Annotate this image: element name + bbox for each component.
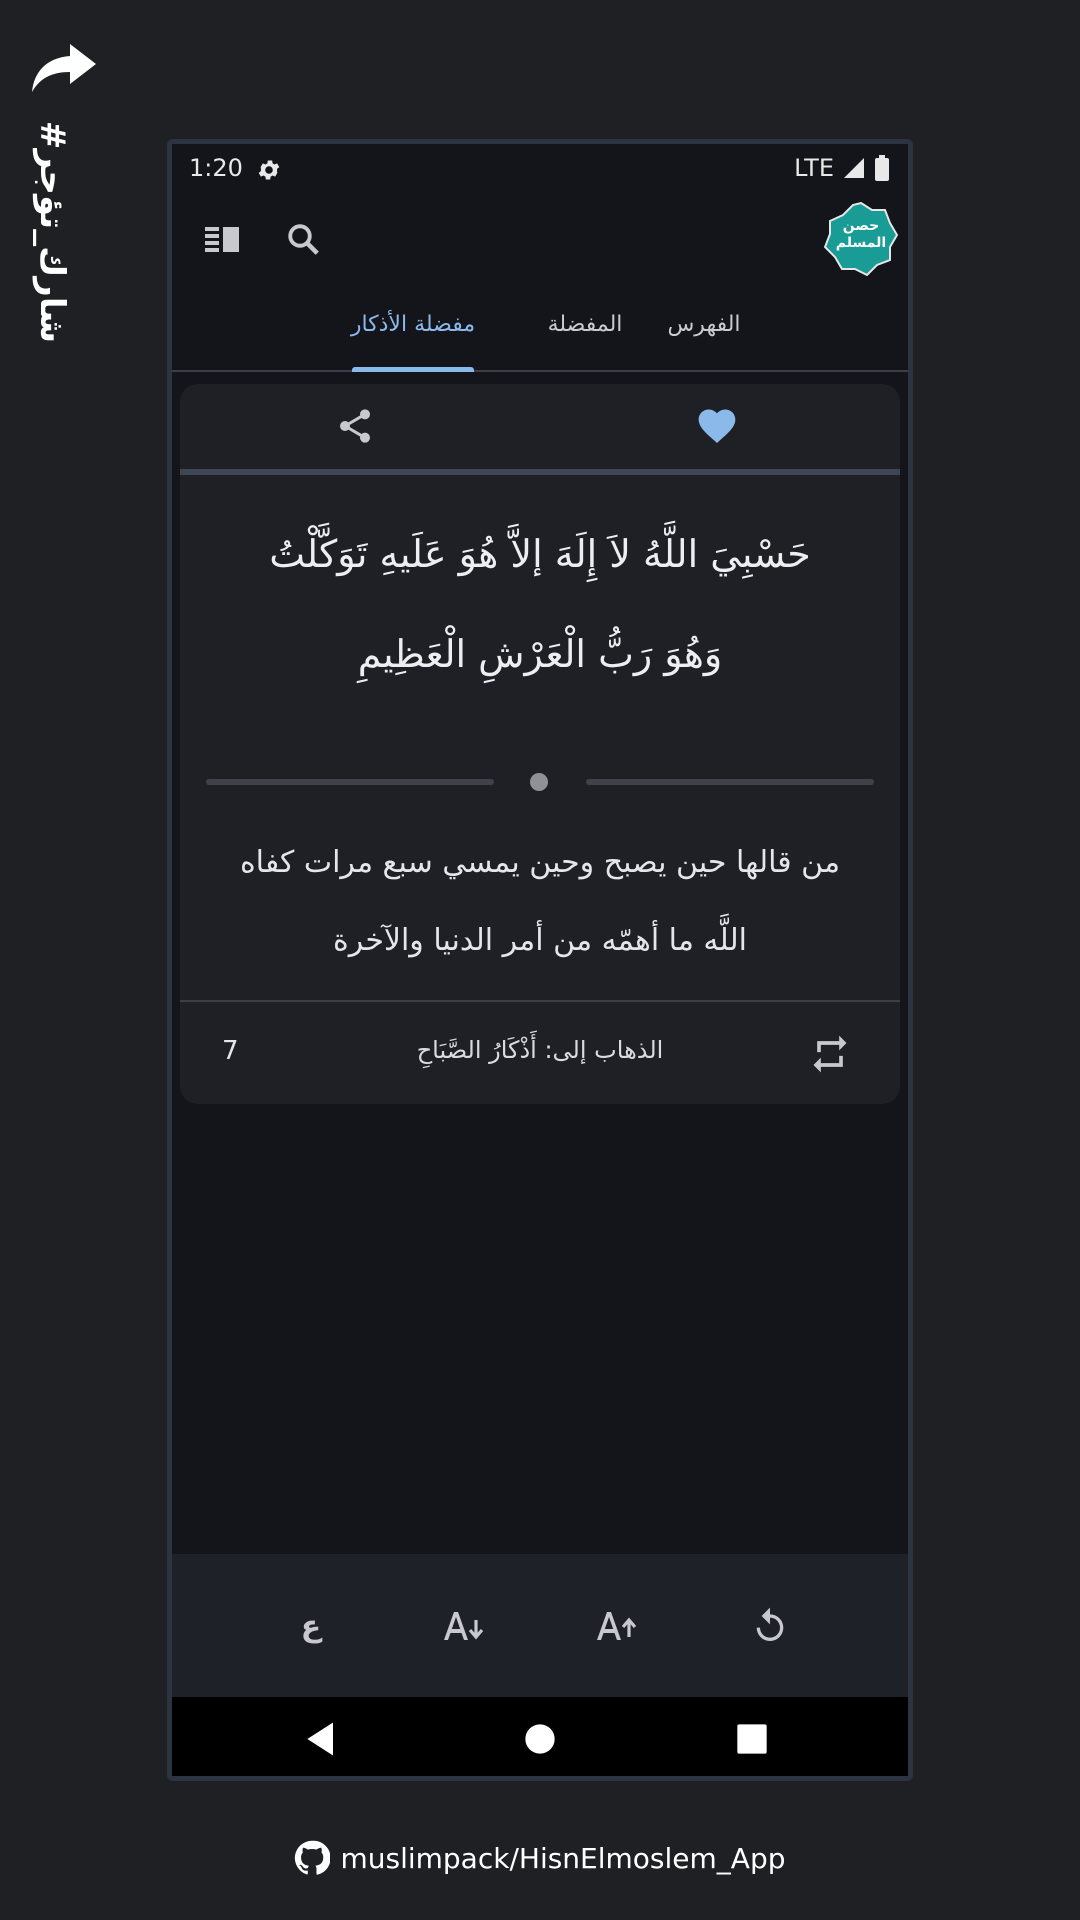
search-icon [285, 221, 321, 257]
active-tab-indicator [352, 367, 474, 372]
fadl-line: من قالها حين يصبح وحين يمسي سبع مرات كفاه [239, 845, 841, 880]
font-decrease-icon [440, 1606, 488, 1646]
share-button[interactable] [328, 399, 382, 453]
favorite-button[interactable] [690, 399, 744, 453]
tab-favorites[interactable]: المفضلة [547, 312, 623, 337]
decrease-font-button[interactable] [436, 1598, 492, 1654]
zikr-line: حَسْبِيَ اللَّهُ لاَ إِلَهَ إلاَّ هُوَ عَلَيهِ تَوَكَّلْتُ [269, 532, 811, 576]
reset-icon [750, 1606, 790, 1646]
card-actions [180, 384, 900, 475]
drawer-menu-icon [205, 223, 241, 255]
tab-bar [172, 290, 908, 372]
phone-frame [167, 139, 913, 1781]
repo-link[interactable]: muslimpack/HisnElmoslem_App [340, 1841, 786, 1875]
zikr-text [200, 504, 880, 704]
section-divider [206, 772, 874, 792]
app-bar [172, 190, 908, 290]
status-bar [172, 144, 908, 190]
signal-icon [842, 156, 866, 180]
app-logo [824, 202, 898, 276]
reset-button[interactable] [742, 1598, 798, 1654]
card-footer [180, 1000, 900, 1104]
repeat-count: 7 [222, 1036, 239, 1066]
settings-gear-icon [256, 157, 282, 183]
status-indicators [794, 154, 890, 182]
share-arrow-icon [28, 40, 98, 100]
drawer-menu-button[interactable] [196, 212, 250, 266]
home-icon[interactable] [518, 1717, 562, 1761]
font-increase-icon [593, 1606, 641, 1646]
system-nav-bar [172, 1697, 908, 1781]
status-time: 1:20 [189, 154, 243, 182]
heart-icon [695, 404, 739, 448]
share-icon [335, 406, 375, 446]
share-hashtag-text: #شارك_تؤجر [32, 120, 72, 344]
zikr-line: وَهُوَ رَبُّ الْعَرْشِ الْعَظِيمِ [357, 632, 723, 676]
tab-favorite-azkar[interactable]: مفضلة الأذكار [350, 312, 476, 337]
repeat-icon[interactable] [808, 1032, 852, 1076]
arabic-font-button[interactable] [283, 1598, 339, 1654]
battery-icon [874, 155, 890, 181]
increase-font-button[interactable] [589, 1598, 645, 1654]
arabic-letter-icon: ع [300, 1608, 322, 1644]
share-hashtag-banner [20, 40, 100, 344]
goto-link[interactable]: الذهاب إلى: أَذْكَارُ الصَّبَاحِ [416, 1036, 664, 1064]
fadl-text [200, 824, 880, 980]
logo-text: حصن المسلم [835, 218, 887, 251]
search-button[interactable] [276, 212, 330, 266]
repo-footer [0, 1836, 1080, 1880]
github-icon [294, 1840, 330, 1876]
tab-index[interactable]: الفهرس [667, 312, 741, 337]
zikr-card [180, 384, 900, 1104]
bottom-toolbar [172, 1554, 908, 1697]
back-icon[interactable] [300, 1717, 344, 1761]
network-type: LTE [794, 154, 834, 182]
fadl-line: اللَّه ما أهمّه من أمر الدنيا والآخرة [333, 923, 747, 958]
recents-icon[interactable] [730, 1717, 774, 1761]
